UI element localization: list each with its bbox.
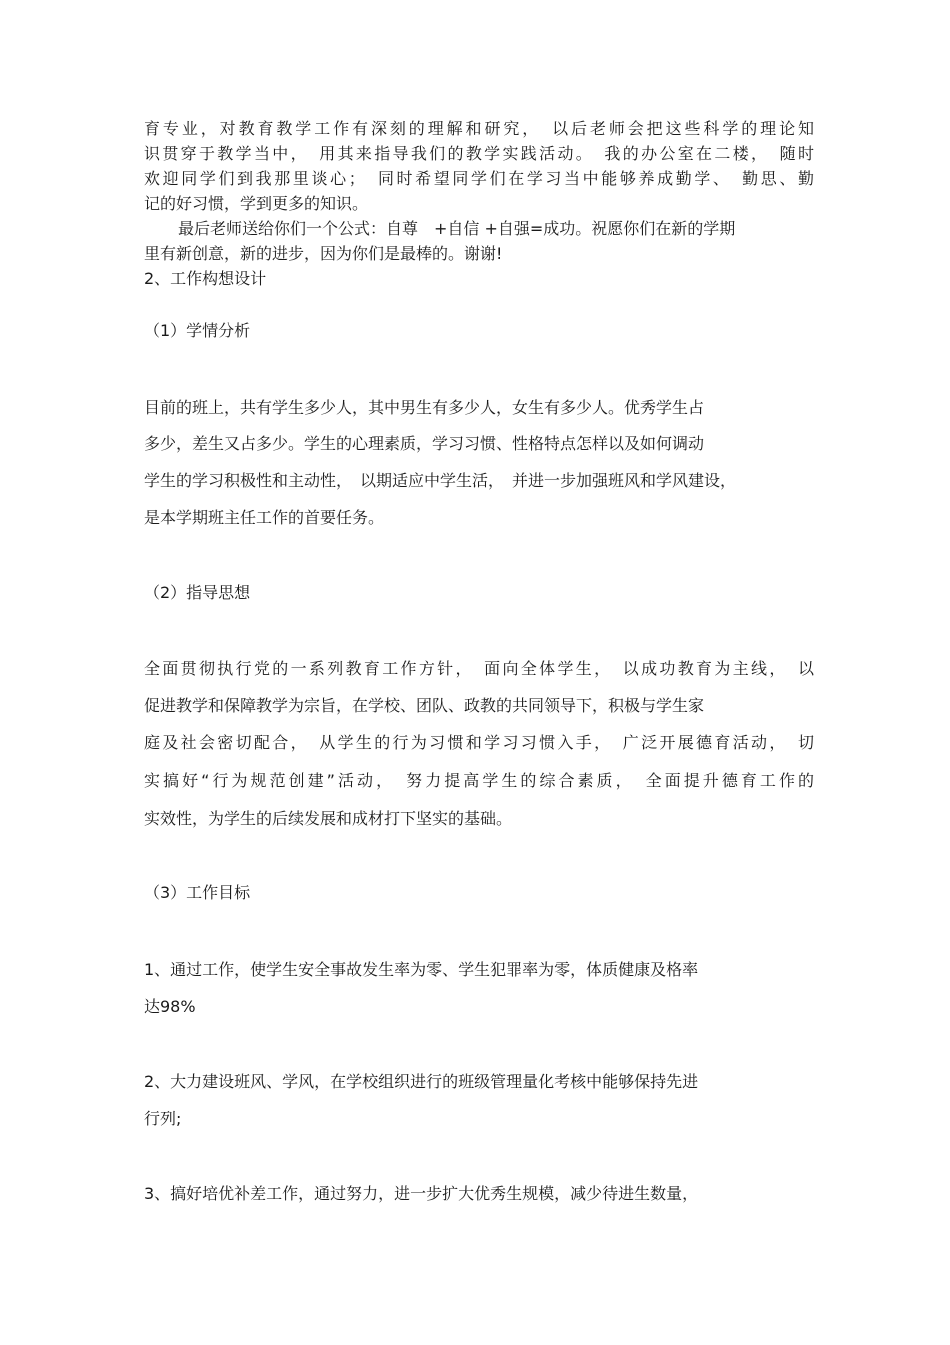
goal-item-1-continued: 达98% <box>144 997 196 1016</box>
analysis-line: 是本学期班主任工作的首要任务。 <box>144 508 385 527</box>
closing-line: 最后老师送给你们一个公式：自尊 +自信 +自强=成功。祝愿你们在新的学期 <box>178 219 736 238</box>
intro-line: 记的好习惯，学到更多的知识。 <box>144 194 369 213</box>
guidance-line: 实效性，为学生的后续发展和成材打下坚实的基础。 <box>144 809 513 828</box>
guidance-line: 庭及社会密切配合， 从学生的行为习惯和学习习惯入手， 广泛开展德育活动， 切 <box>144 733 814 752</box>
goal-item-2-continued: 行列; <box>144 1109 182 1128</box>
intro-line: 育专业，对教育教学工作有深刻的理解和研究， 以后老师会把这些科学的理论知 <box>144 119 814 138</box>
goal-item-3: 3、搞好培优补差工作，通过努力，进一步扩大优秀生规模，减少待进生数量， <box>144 1184 699 1203</box>
guidance-line: 实搞好“行为规范创建”活动， 努力提高学生的综合素质， 全面提升德育工作的 <box>144 771 814 790</box>
intro-line: 识贯穿于教学当中， 用其来指导我们的教学实践活动。 我的办公室在二楼， 随时 <box>144 144 814 163</box>
guidance-line: 全面贯彻执行党的一系列教育工作方针， 面向全体学生， 以成功教育为主线， 以 <box>144 659 814 678</box>
goal-item-2: 2、大力建设班风、学风，在学校组织进行的班级管理量化考核中能够保持先进 <box>144 1072 699 1091</box>
section-heading: 2、工作构想设计 <box>144 269 267 288</box>
guidance-line: 促进教学和保障教学为宗旨，在学校、团队、政教的共同领导下，积极与学生家 <box>144 696 705 715</box>
goals-heading: （3）工作目标 <box>144 883 251 902</box>
goal-item-1: 1、通过工作，使学生安全事故发生率为零、学生犯罪率为零，体质健康及格率 <box>144 960 699 979</box>
analysis-line: 多少，差生又占多少。学生的心理素质，学习习惯、性格特点怎样以及如何调动 <box>144 434 705 453</box>
analysis-heading: （1）学情分析 <box>144 321 251 340</box>
analysis-line: 学生的学习积极性和主动性， 以期适应中学生活， 并进一步加强班风和学风建设， <box>144 471 737 490</box>
closing-line: 里有新创意，新的进步，因为你们是最棒的。谢谢! <box>144 244 503 263</box>
intro-line: 欢迎同学们到我那里谈心； 同时希望同学们在学习当中能够养成勤学、 勤思、勤 <box>144 169 814 188</box>
analysis-line: 目前的班上，共有学生多少人，其中男生有多少人，女生有多少人。优秀学生占 <box>144 398 705 417</box>
guidance-heading: （2）指导思想 <box>144 583 251 602</box>
